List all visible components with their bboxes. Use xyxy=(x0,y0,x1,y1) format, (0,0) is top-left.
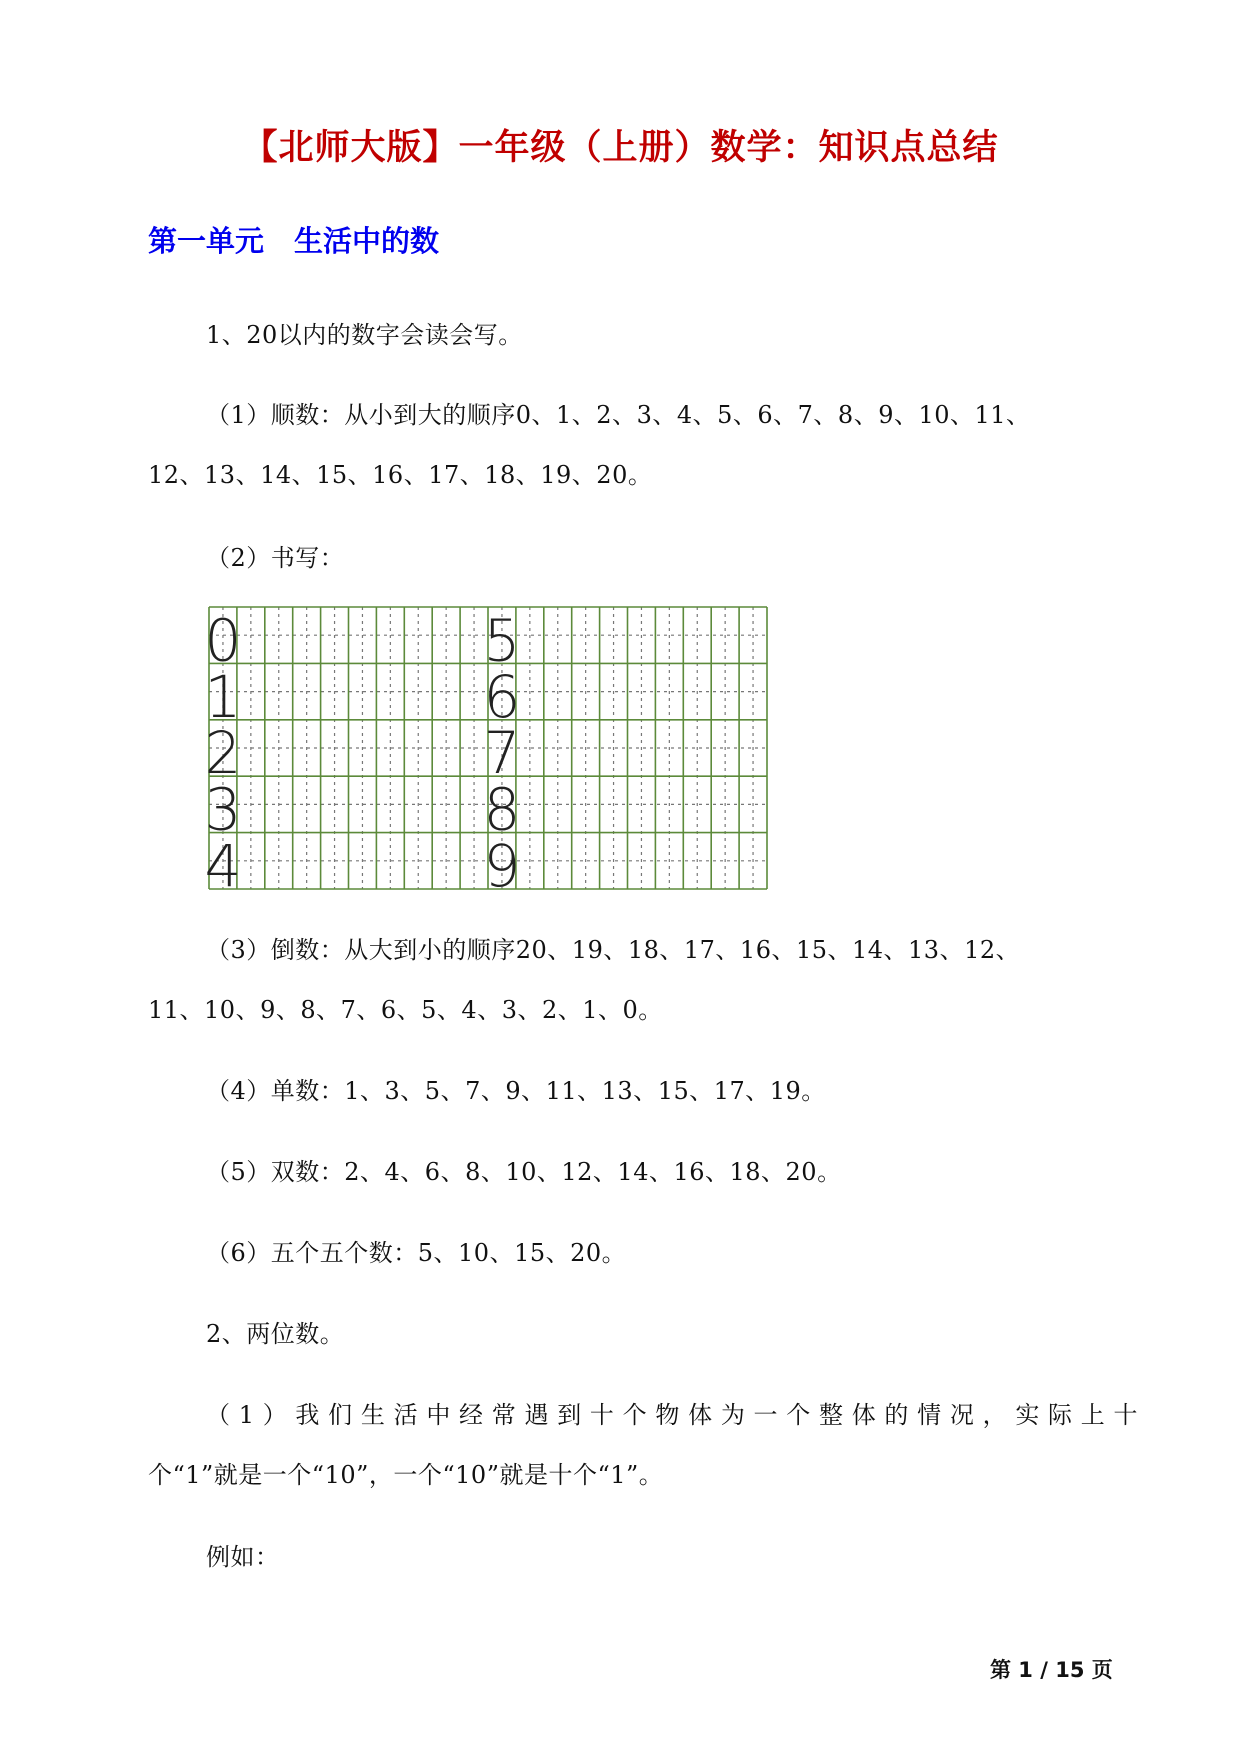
grid-digit-right: 7 xyxy=(483,719,521,788)
paragraph-9-line-1: （1）我们生活中经常遇到十个物体为一个整体的情况，实际上十 xyxy=(206,1401,1138,1429)
grid-digit-left: 0 xyxy=(204,606,242,675)
paragraph-1: 1、20以内的数字会读会写。 xyxy=(206,321,523,349)
paragraph-2-line-1: （1）顺数：从小到大的顺序0、1、2、3、4、5、6、7、8、9、10、11、 xyxy=(206,401,1031,429)
paragraph-5: （4）单数：1、3、5、7、9、11、13、15、17、19。 xyxy=(206,1077,826,1105)
paragraph-2-line-2: 12、13、14、15、16、17、18、19、20。 xyxy=(148,461,653,489)
grid-digit-right: 5 xyxy=(483,606,521,675)
paragraph-4-line-1: （3）倒数：从大到小的顺序20、19、18、17、16、15、14、13、12、 xyxy=(206,936,1021,964)
paragraph-10: 例如： xyxy=(206,1543,280,1571)
paragraph-3: （2）书写： xyxy=(206,544,345,572)
grid-digit-left: 4 xyxy=(204,832,242,900)
digit-grid-svg xyxy=(204,606,767,900)
grid-digit-left: 2 xyxy=(204,719,242,788)
unit-heading xyxy=(148,216,439,266)
grid-digit-right: 6 xyxy=(483,662,521,731)
unit-heading-number: 第一单元 xyxy=(148,224,265,258)
paragraph-7: （6）五个五个数：5、10、15、20。 xyxy=(206,1239,627,1267)
grid-digit-left: 3 xyxy=(204,775,242,844)
unit-heading-name: 生活中的数 xyxy=(294,224,440,258)
paragraph-4-line-2: 11、10、9、8、7、6、5、4、3、2、1、0。 xyxy=(148,996,663,1024)
document-title: 【北师大版】一年级（上册）数学：知识点总结 xyxy=(242,128,999,168)
grid-digit-right: 9 xyxy=(483,832,521,900)
paragraph-8: 2、两位数。 xyxy=(206,1320,345,1348)
page-footer: 第 1 / 15 页 xyxy=(990,1658,1113,1682)
paragraph-9-line-2: 个“1”就是一个“10”，一个“10”就是十个“1”。 xyxy=(148,1461,664,1489)
grid-digit-left: 1 xyxy=(204,662,242,731)
grid-digit-right: 8 xyxy=(483,775,521,844)
paragraph-6: （5）双数：2、4、6、8、10、12、14、16、18、20。 xyxy=(206,1158,842,1186)
digit-writing-grid xyxy=(204,606,767,900)
